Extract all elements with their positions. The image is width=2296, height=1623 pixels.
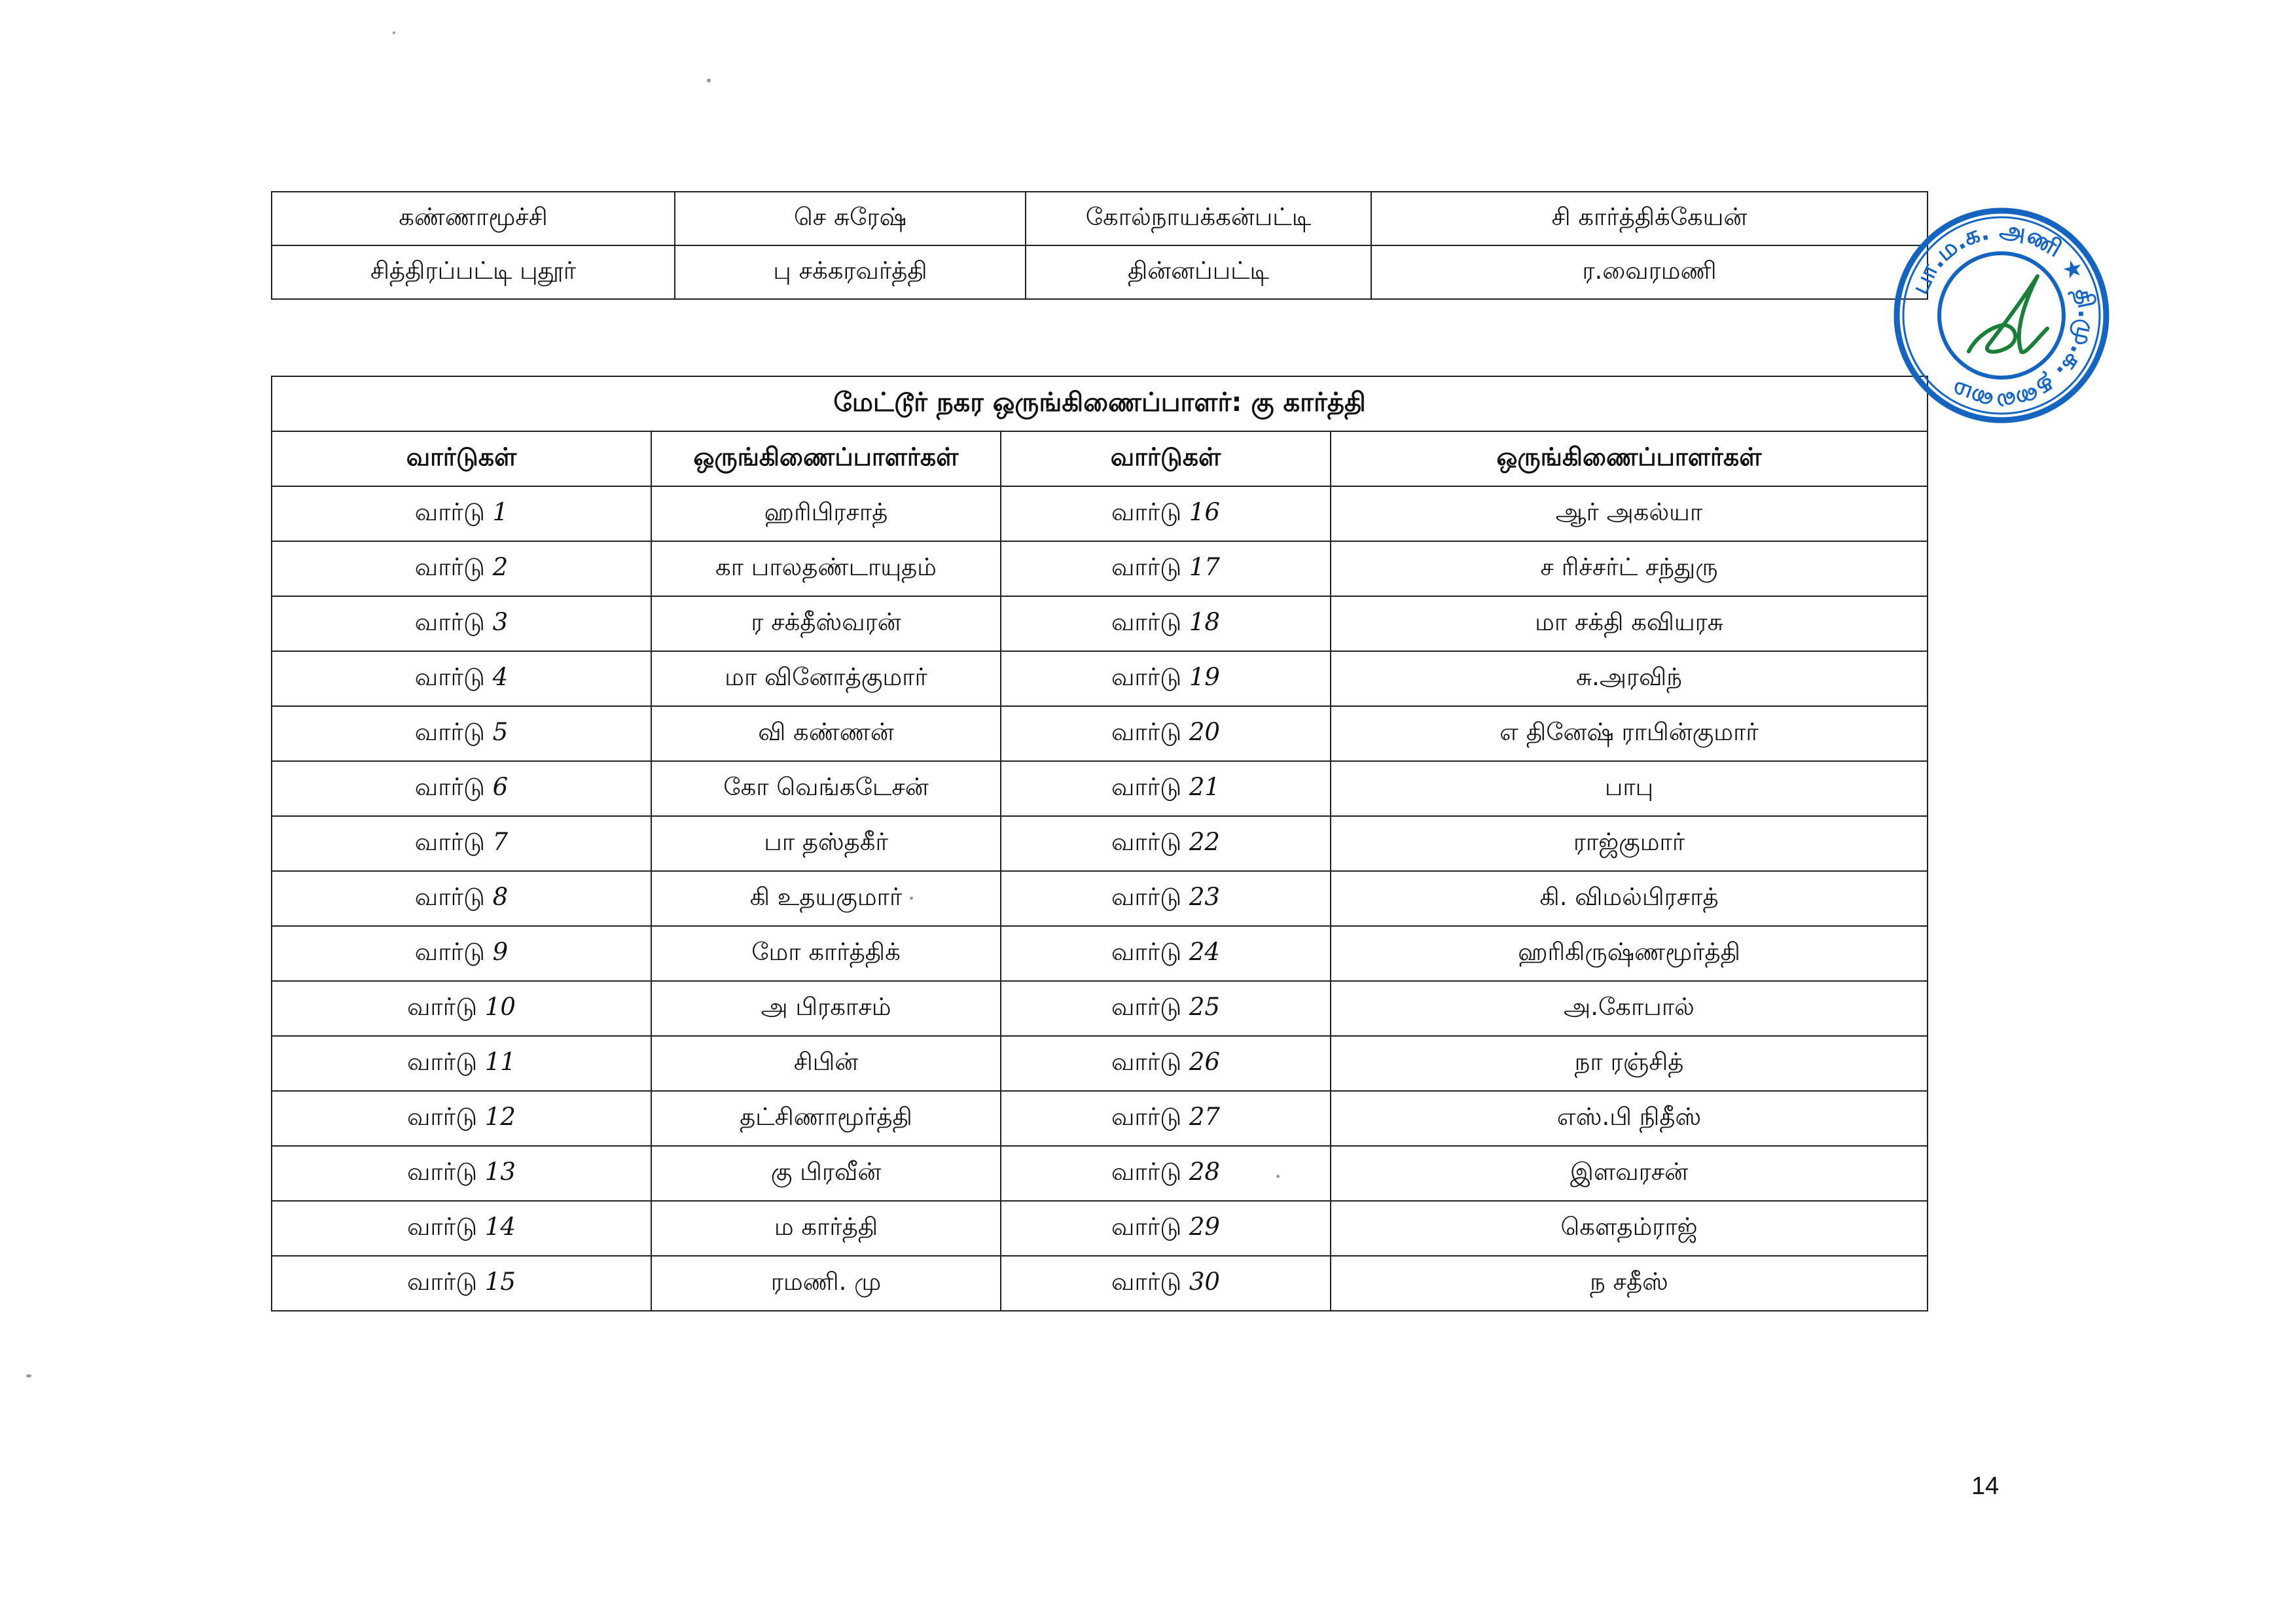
seal-text: பா.ம.க. அணி ★ தி.மு.க. தலைமை <box>1906 216 2100 416</box>
header-wards-1: வார்டுகள் <box>272 431 651 486</box>
ward-cell <box>1001 541 1331 596</box>
ward-number: 2 <box>492 553 509 581</box>
ward-cell <box>1001 596 1331 651</box>
top-continuation-table <box>271 191 1928 300</box>
ward-label: வார்டு <box>414 718 485 746</box>
ward-number: 23 <box>1189 883 1220 911</box>
ward-number: 3 <box>492 608 509 636</box>
ward-row <box>272 871 1928 926</box>
ward-row <box>272 486 1928 541</box>
ward-label: வார்டு <box>407 1213 478 1241</box>
signature-mark <box>1969 276 2047 352</box>
ward-cell <box>272 926 651 981</box>
coordinator-name-cell: ஹரிகிருஷ்ணமூர்த்தி <box>1331 926 1928 981</box>
ward-number: 25 <box>1189 993 1220 1021</box>
ward-number: 1 <box>492 498 509 526</box>
ward-label: வார்டு <box>1111 553 1182 581</box>
party-seal-stamp <box>1890 204 2113 427</box>
coordinator-name-cell: பா தஸ்தகீர் <box>651 816 1001 871</box>
coordinator-name-cell: கி உதயகுமார் <box>651 871 1001 926</box>
scan-speck <box>26 1374 31 1378</box>
coordinator-name-cell: ரமணி. மு <box>651 1256 1001 1311</box>
ward-label: வார்டு <box>1111 828 1182 856</box>
ward-number: 26 <box>1189 1048 1220 1076</box>
ward-label: வார்டு <box>1111 938 1182 966</box>
mettur-coordinators-table <box>271 376 1928 1311</box>
top-table-row <box>272 192 1928 245</box>
ward-label: வார்டு <box>1111 1268 1182 1296</box>
ward-label: வார்டு <box>414 553 485 581</box>
coordinator-name-cell: வி கண்ணன் <box>651 706 1001 761</box>
ward-cell <box>1001 651 1331 706</box>
ward-label: வார்டு <box>1111 663 1182 691</box>
ward-label: வார்டு <box>407 1103 478 1131</box>
coordinator-name-cell: கா பாலதண்டாயுதம் <box>651 541 1001 596</box>
ward-cell <box>1001 926 1331 981</box>
ward-row <box>272 926 1928 981</box>
coordinator-name-cell: சு.அரவிந் <box>1331 651 1928 706</box>
ward-row <box>272 816 1928 871</box>
ward-label: வார்டு <box>414 663 485 691</box>
header-coordinators-1: ஒருங்கிணைப்பாளர்கள் <box>651 431 1001 486</box>
ward-label: வார்டு <box>1111 1158 1182 1186</box>
ward-row <box>272 1201 1928 1256</box>
ward-cell <box>1001 1091 1331 1146</box>
table-title: மேட்டூர் நகர ஒருங்கிணைப்பாளர்: கு கார்த்தி <box>272 376 1928 431</box>
coordinator-name-cell: எஸ்.பி நிதீஸ் <box>1331 1091 1928 1146</box>
ward-cell <box>272 1146 651 1201</box>
coordinator-name-cell: சிபின் <box>651 1036 1001 1091</box>
ward-label: வார்டு <box>1111 498 1182 526</box>
ward-number: 29 <box>1189 1213 1220 1241</box>
coordinator-name-cell: தட்சிணாமூர்த்தி <box>651 1091 1001 1146</box>
ward-row <box>272 1256 1928 1311</box>
ward-number: 13 <box>484 1158 516 1186</box>
seal-inner-ring <box>1939 253 2064 378</box>
ward-cell <box>272 651 651 706</box>
ward-row <box>272 541 1928 596</box>
header-wards-2: வார்டுகள் <box>1001 431 1331 486</box>
ward-cell <box>272 816 651 871</box>
village-cell: கோல்நாயக்கன்பட்டி <box>1026 192 1371 245</box>
ward-cell <box>272 1036 651 1091</box>
ward-cell <box>1001 1036 1331 1091</box>
ward-label: வார்டு <box>414 938 485 966</box>
ward-number: 21 <box>1189 773 1220 801</box>
page-number: 14 <box>1971 1472 2000 1500</box>
ward-label: வார்டு <box>414 608 485 636</box>
ward-label: வார்டு <box>1111 718 1182 746</box>
ward-label: வார்டு <box>414 498 485 526</box>
ward-label: வார்டு <box>407 1158 478 1186</box>
ward-number: 18 <box>1189 608 1220 636</box>
coordinator-name-cell: ஆர் அகல்யா <box>1331 486 1928 541</box>
ward-cell <box>1001 706 1331 761</box>
ward-number: 8 <box>492 883 509 911</box>
ward-cell <box>272 486 651 541</box>
ward-label: வார்டு <box>1111 773 1182 801</box>
scan-speck <box>707 79 711 82</box>
ward-number: 12 <box>484 1103 516 1131</box>
ward-number: 17 <box>1189 553 1220 581</box>
village-cell: தின்னப்பட்டி <box>1026 245 1371 299</box>
ward-cell <box>272 981 651 1036</box>
coordinator-name-cell: மா வினோத்குமார் <box>651 651 1001 706</box>
ward-number: 15 <box>484 1268 516 1296</box>
ward-cell <box>272 871 651 926</box>
coordinator-cell: ர.வைரமணி <box>1371 245 1928 299</box>
ward-row <box>272 596 1928 651</box>
ward-label: வார்டு <box>407 1268 478 1296</box>
coordinator-name-cell: இளவரசன் <box>1331 1146 1928 1201</box>
ward-number: 9 <box>492 938 509 966</box>
ward-row <box>272 706 1928 761</box>
ward-label: வார்டு <box>1111 993 1182 1021</box>
ward-row <box>272 1146 1928 1201</box>
coordinator-name-cell: கு பிரவீன் <box>651 1146 1001 1201</box>
coordinator-name-cell: ஹரிபிரசாத் <box>651 486 1001 541</box>
ward-cell <box>272 596 651 651</box>
ward-number: 7 <box>492 828 509 856</box>
coordinator-name-cell: அ பிரகாசம் <box>651 981 1001 1036</box>
coordinator-name-cell: ராஜ்குமார் <box>1331 816 1928 871</box>
ward-label: வார்டு <box>1111 883 1182 911</box>
ward-cell <box>272 1201 651 1256</box>
ward-cell <box>1001 981 1331 1036</box>
ward-cell <box>1001 1146 1331 1201</box>
ward-label: வார்டு <box>407 993 478 1021</box>
ward-label: வார்டு <box>414 773 485 801</box>
ward-cell <box>1001 871 1331 926</box>
ward-number: 30 <box>1189 1268 1220 1296</box>
coordinator-name-cell: கி. விமல்பிரசாத் <box>1331 871 1928 926</box>
coordinator-name-cell: ந சதீஸ் <box>1331 1256 1928 1311</box>
ward-cell <box>272 1091 651 1146</box>
coordinator-name-cell: ச ரிச்சர்ட் சந்துரு <box>1331 541 1928 596</box>
coordinator-name-cell: பாபு <box>1331 761 1928 816</box>
ward-cell <box>272 1256 651 1311</box>
ward-label: வார்டு <box>414 883 485 911</box>
ward-number: 16 <box>1189 498 1220 526</box>
coordinator-name-cell: நா ரஞ்சித் <box>1331 1036 1928 1091</box>
coordinator-name-cell: ர சக்தீஸ்வரன் <box>651 596 1001 651</box>
coordinator-name-cell: ம கார்த்தி <box>651 1201 1001 1256</box>
coordinator-cell: சி கார்த்திக்கேயன் <box>1371 192 1928 245</box>
ward-number: 10 <box>484 993 516 1021</box>
coordinator-name-cell: கௌதம்ராஜ் <box>1331 1201 1928 1256</box>
scan-speck <box>393 31 395 34</box>
ward-row <box>272 651 1928 706</box>
village-cell: கண்ணாமூச்சி <box>272 192 675 245</box>
ward-row <box>272 981 1928 1036</box>
village-cell: சித்திரப்பட்டி புதூர் <box>272 245 675 299</box>
coordinator-cell: பு சக்கரவர்த்தி <box>675 245 1026 299</box>
ward-number: 22 <box>1189 828 1220 856</box>
ward-number: 19 <box>1189 663 1220 691</box>
ward-label: வார்டு <box>1111 608 1182 636</box>
ward-row <box>272 1091 1928 1146</box>
ward-cell <box>1001 1256 1331 1311</box>
ward-label: வார்டு <box>1111 1048 1182 1076</box>
ward-row <box>272 761 1928 816</box>
ward-label: வார்டு <box>1111 1103 1182 1131</box>
ward-number: 28 <box>1189 1158 1220 1186</box>
ward-number: 14 <box>484 1213 516 1241</box>
ward-label: வார்டு <box>1111 1213 1182 1241</box>
ward-label: வார்டு <box>414 828 485 856</box>
coordinator-cell: செ சுரேஷ் <box>675 192 1026 245</box>
ward-cell <box>1001 486 1331 541</box>
ward-number: 6 <box>492 773 509 801</box>
coordinator-name-cell: எ தினேஷ் ராபின்குமார் <box>1331 706 1928 761</box>
ward-number: 27 <box>1189 1103 1220 1131</box>
coordinator-name-cell: கோ வெங்கடேசன் <box>651 761 1001 816</box>
ward-cell <box>272 706 651 761</box>
ward-number: 4 <box>492 663 509 691</box>
ward-number: 5 <box>492 718 509 746</box>
ward-cell <box>272 761 651 816</box>
ward-label: வார்டு <box>407 1048 478 1076</box>
header-coordinators-2: ஒருங்கிணைப்பாளர்கள் <box>1331 431 1928 486</box>
ward-number: 20 <box>1189 718 1220 746</box>
ward-cell <box>272 541 651 596</box>
ward-cell <box>1001 1201 1331 1256</box>
ward-number: 24 <box>1189 938 1220 966</box>
coordinator-name-cell: அ.கோபால் <box>1331 981 1928 1036</box>
top-table-row <box>272 245 1928 299</box>
coordinator-name-cell: மோ கார்த்திக் <box>651 926 1001 981</box>
ward-cell <box>1001 761 1331 816</box>
ward-number: 11 <box>484 1048 516 1076</box>
ward-row <box>272 1036 1928 1091</box>
ward-cell <box>1001 816 1331 871</box>
coordinator-name-cell: மா சக்தி கவியரசு <box>1331 596 1928 651</box>
